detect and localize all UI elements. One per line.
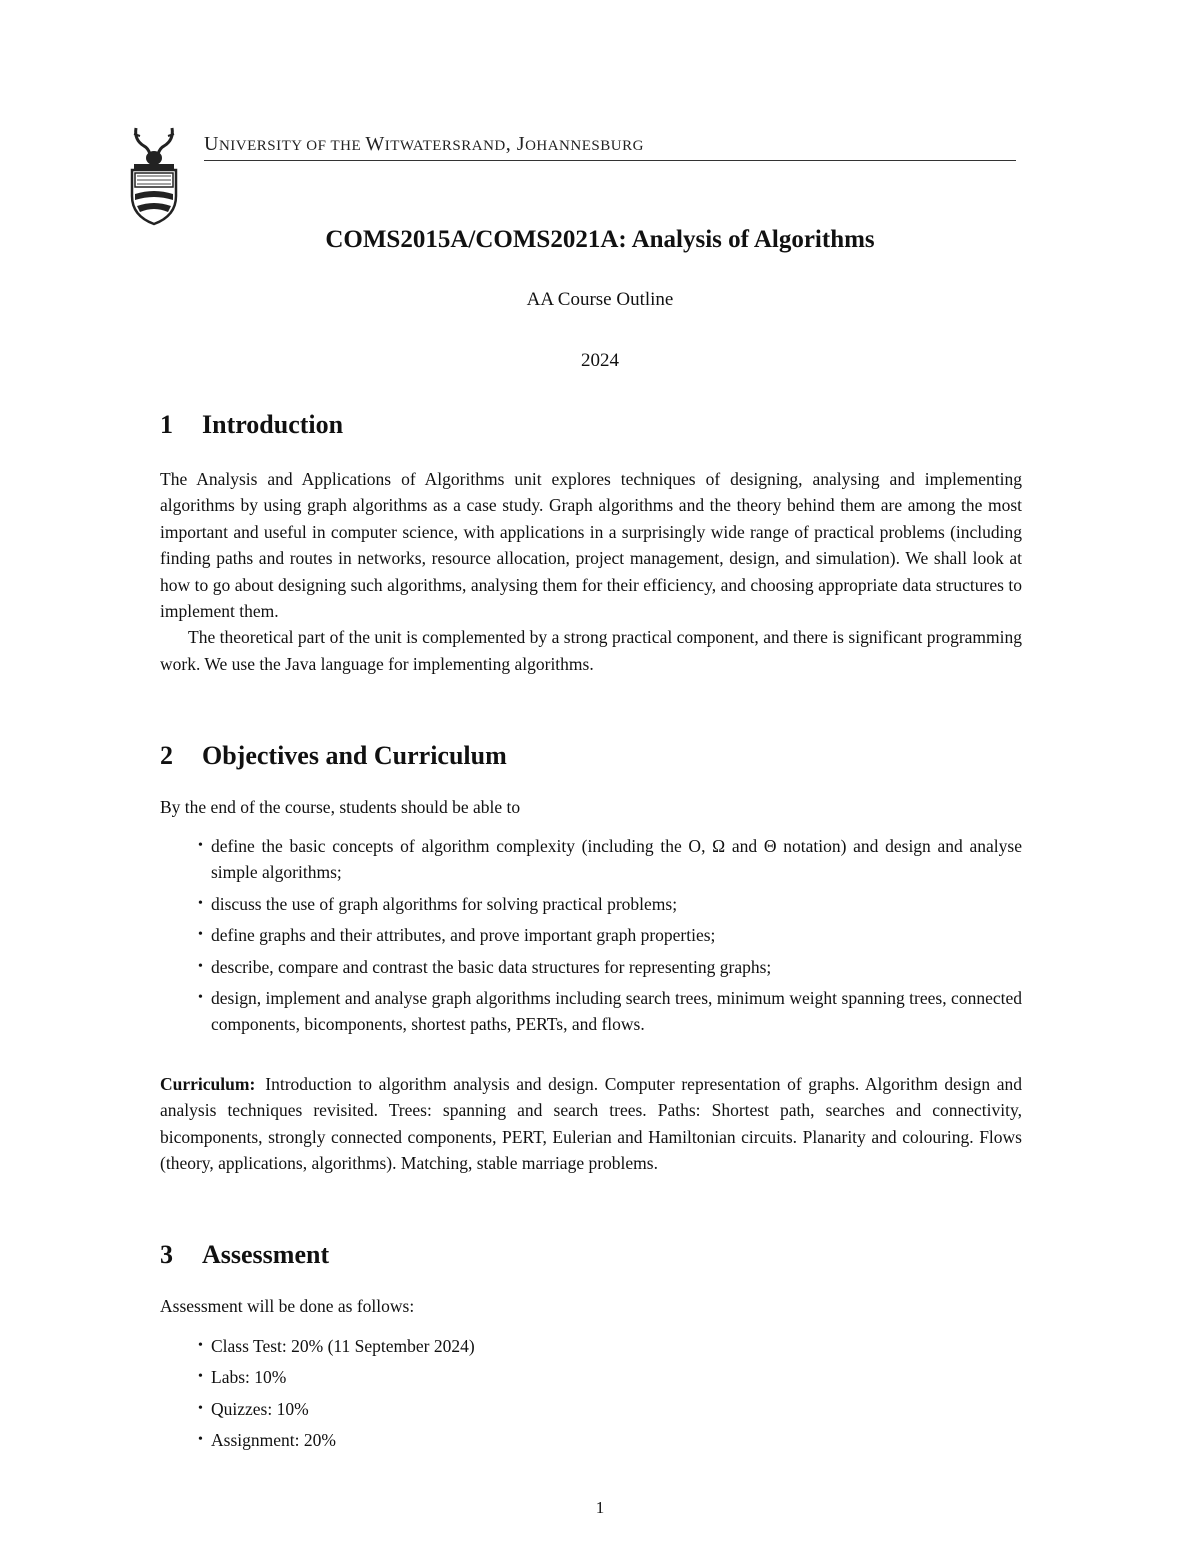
curriculum-label: Curriculum: [160, 1074, 256, 1094]
objectives-list [198, 833, 1022, 1043]
list-item: • Class Test: 20% (11 September 2024) [198, 1333, 1022, 1359]
page-number: 1 [595, 1498, 605, 1517]
paragraph: The Analysis and Applications of Algorithms unit explores techniques of designing, analysing and implementing algorithms by using graph algorithms as a case study. Graph algorithms and the theory behind them are among the most important and useful in computer science, with applications in a surprisingly wide range of practical problems (including finding paths and routes in networks, resource allocation, project management, design, and simulation). We shall look at how to go about designing such algorithms, analysing them for their efficiency, and choosing appropriate data structures to implement them. [160, 469, 1022, 622]
list-item: • Labs: 10% [198, 1364, 1022, 1390]
section-number: 2 [160, 741, 173, 770]
assessment-lead: Assessment will be done as follows: [160, 1296, 415, 1316]
list-item: • Assignment: 20% [198, 1427, 1022, 1453]
section-title: Assessment [202, 1240, 330, 1269]
list-item: • discuss the use of graph algorithms for solving practical problems; [198, 891, 1022, 917]
section-number: 3 [160, 1240, 173, 1269]
objectives-lead: By the end of the course, students should be able to [160, 797, 521, 817]
paragraph: The theoretical part of the unit is complemented by a strong practical component, and there is significant programming work. We use the Java language for implementing algorithms. [160, 627, 1022, 674]
document-subtitle: AA Course Outline [526, 289, 674, 310]
list-item: • Quizzes: 10% [198, 1396, 1022, 1422]
university-name-part: , JOHANNESBURG [505, 133, 644, 155]
list-item: • describe, compare and contrast the basic data structures for representing graphs; [198, 954, 1022, 980]
university-name-part: WITWATERSRAND [365, 133, 506, 155]
section-number: 1 [160, 410, 173, 439]
section-title: Introduction [202, 410, 344, 439]
header-rule [204, 160, 1016, 161]
list-item: • design, implement and analyse graph algorithms including search trees, minimum weight spanning trees, connected components, bicomponents, shortest paths, PERTs, and flows. [198, 985, 1022, 1038]
section-heading-introduction [160, 410, 343, 440]
list-item: • define graphs and their attributes, and prove important graph properties; [198, 922, 1022, 948]
university-name-part: UNIVERSITY OF THE [204, 133, 366, 155]
assessment-list [198, 1333, 1022, 1459]
document-year: 2024 [581, 350, 619, 371]
university-name [204, 133, 1014, 156]
curriculum-paragraph [160, 1071, 1022, 1177]
curriculum-text: Introduction to algorithm analysis and design. Computer representation of graphs. Algorithm design and analysis techniques revisited. Trees: spanning and search trees. Paths: Shortest path, searches and connectivity, bicomponents, strongly connected components, PERT, Eulerian and Hamiltonian circuits. Planarity and colouring. Flows (theory, applications, algorithms). Matching, stable marriage problems. [160, 1074, 1022, 1174]
section-title: Objectives and Curriculum [202, 741, 507, 770]
section-heading-objectives [160, 741, 507, 771]
introduction-body [160, 466, 1022, 677]
university-crest-icon [126, 126, 182, 226]
document-title: COMS2015A/COMS2021A: Analysis of Algorithms [325, 226, 875, 253]
list-item: • define the basic concepts of algorithm complexity (including the O, Ω and Θ notation) and design and analyse simple algorithms; [198, 833, 1022, 886]
section-heading-assessment [160, 1240, 329, 1270]
